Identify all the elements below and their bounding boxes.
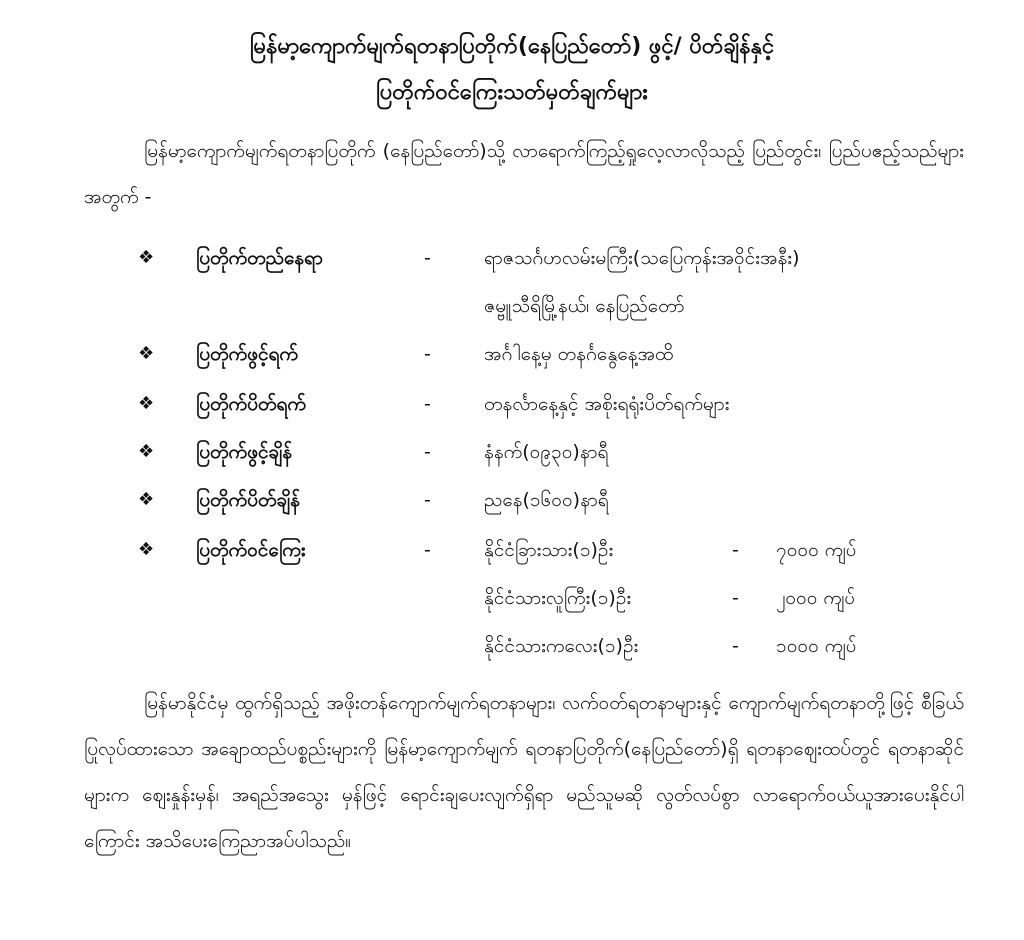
info-label: ပြတိုက်ဝင်ကြေး [196, 539, 306, 561]
dash-separator: - [424, 247, 431, 269]
info-value: ရာဇသင်္ဂဟလမ်းမကြီး(သပြေကုန်းအဝိုင်းအနီး) [484, 247, 800, 269]
page-title-line-2: ပြတိုက်ဝင်ကြေးသတ်မှတ်ချက်များ [376, 80, 648, 105]
fee-row-child [0, 626, 1024, 666]
info-row-entrance-fee [0, 530, 1024, 570]
dash-separator: - [424, 343, 431, 365]
dash-separator: - [424, 539, 431, 561]
page-title-line-1: မြန်မာ့ကျောက်မျက်ရတနာပြတိုက်(နေပြည်တော်) ဖွင့်/ ပိတ်ချိန်နှင့် [249, 34, 775, 59]
info-row-location-continued [0, 286, 1024, 326]
bullet-icon: ❖ [138, 393, 155, 414]
dash-separator: - [732, 539, 739, 561]
info-value: အင်္ဂါနေ့မှ တနင်္ဂနွေနေ့အထိ [484, 343, 674, 365]
bullet-icon: ❖ [138, 489, 155, 510]
bullet-icon: ❖ [138, 343, 155, 364]
fee-row-adult [0, 578, 1024, 618]
info-label: ပြတိုက်ဖွင့်ချိန် [196, 441, 293, 463]
info-label: ပြတိုက်တည်နေရာ [196, 247, 323, 269]
info-row-opening-days [0, 334, 1024, 374]
info-row-opening-time [0, 432, 1024, 472]
bullet-icon: ❖ [138, 441, 155, 462]
info-value: နံနက်(၀၉၃၀)နာရီ [484, 441, 609, 463]
info-value: တနင်္လာနေ့နှင့် အစိုးရရုံးပိတ်ရက်များ [484, 393, 730, 415]
dash-separator: - [732, 635, 739, 657]
fee-category: နိုင်ငံသားကလေး(၁)ဦး [484, 635, 639, 657]
info-value: ဇမ္ဗူသီရိမြို့နယ်၊ နေပြည်တော် [484, 295, 685, 317]
fee-amount: ၁၀၀၀ ကျပ် [776, 635, 857, 657]
fee-category: နိုင်ငံသားလူကြီး(၁)ဦး [484, 587, 632, 609]
bullet-icon: ❖ [138, 539, 155, 560]
fee-category: နိုင်ငံခြားသား(၁)ဦး [484, 539, 614, 561]
info-label: ပြတိုက်ဖွင့်ရက် [196, 343, 299, 365]
info-row-closing-time [0, 480, 1024, 520]
info-row-closed-days [0, 384, 1024, 424]
info-label: ပြတိုက်ပိတ်ရက် [196, 393, 306, 415]
dash-separator: - [424, 441, 431, 463]
intro-paragraph: မြန်မာ့ကျောက်မျက်ရတနာပြတိုက် (နေပြည်တော်)သို့ လာရောက်ကြည့်ရှုလေ့လာလိုသည့် ပြည်တွင်း၊ ပြည်ပဧည့်သည်များအတွက် - [84, 140, 964, 208]
dash-separator: - [424, 393, 431, 415]
fee-amount: ၇၀၀၀ ကျပ် [776, 539, 857, 561]
fee-amount: ၂၀၀၀ ကျပ် [776, 587, 856, 609]
info-row-location [0, 238, 1024, 278]
dash-separator: - [732, 587, 739, 609]
closing-paragraph: မြန်မာနိုင်ငံမှ ထွက်ရှိသည့် အဖိုးတန်ကျောက်မျက်ရတနာများ၊ လက်ဝတ်ရတနာများနှင့် ကျောက်မျက်ရတနာတို့ဖြင့် စီခြယ်ပြုလုပ်ထားသော အချောထည်ပစ္စည်းများကို မြန်မာ့ကျောက်မျက် ရတနာပြတိုက်(နေပြည်တော်)ရှိ ရတနာဈေးထပ်တွင် ရတနာဆိုင်များက ဈေးနှုန်းမှန်၊ အရည်အသွေး မှန်ဖြင့် ရောင်းချပေးလျက်ရှိရာ မည်သူမဆို လွတ်လပ်စွာ လာရောက်ဝယ်ယူအားပေးနိုင်ပါကြောင်း အသိပေးကြေညာအပ်ပါသည်။ [84, 692, 964, 852]
bullet-icon: ❖ [138, 247, 155, 268]
info-label: ပြတိုက်ပိတ်ချိန် [196, 489, 300, 511]
dash-separator: - [424, 489, 431, 511]
info-value: ညနေ(၁၆၀၀)နာရီ [484, 489, 609, 511]
